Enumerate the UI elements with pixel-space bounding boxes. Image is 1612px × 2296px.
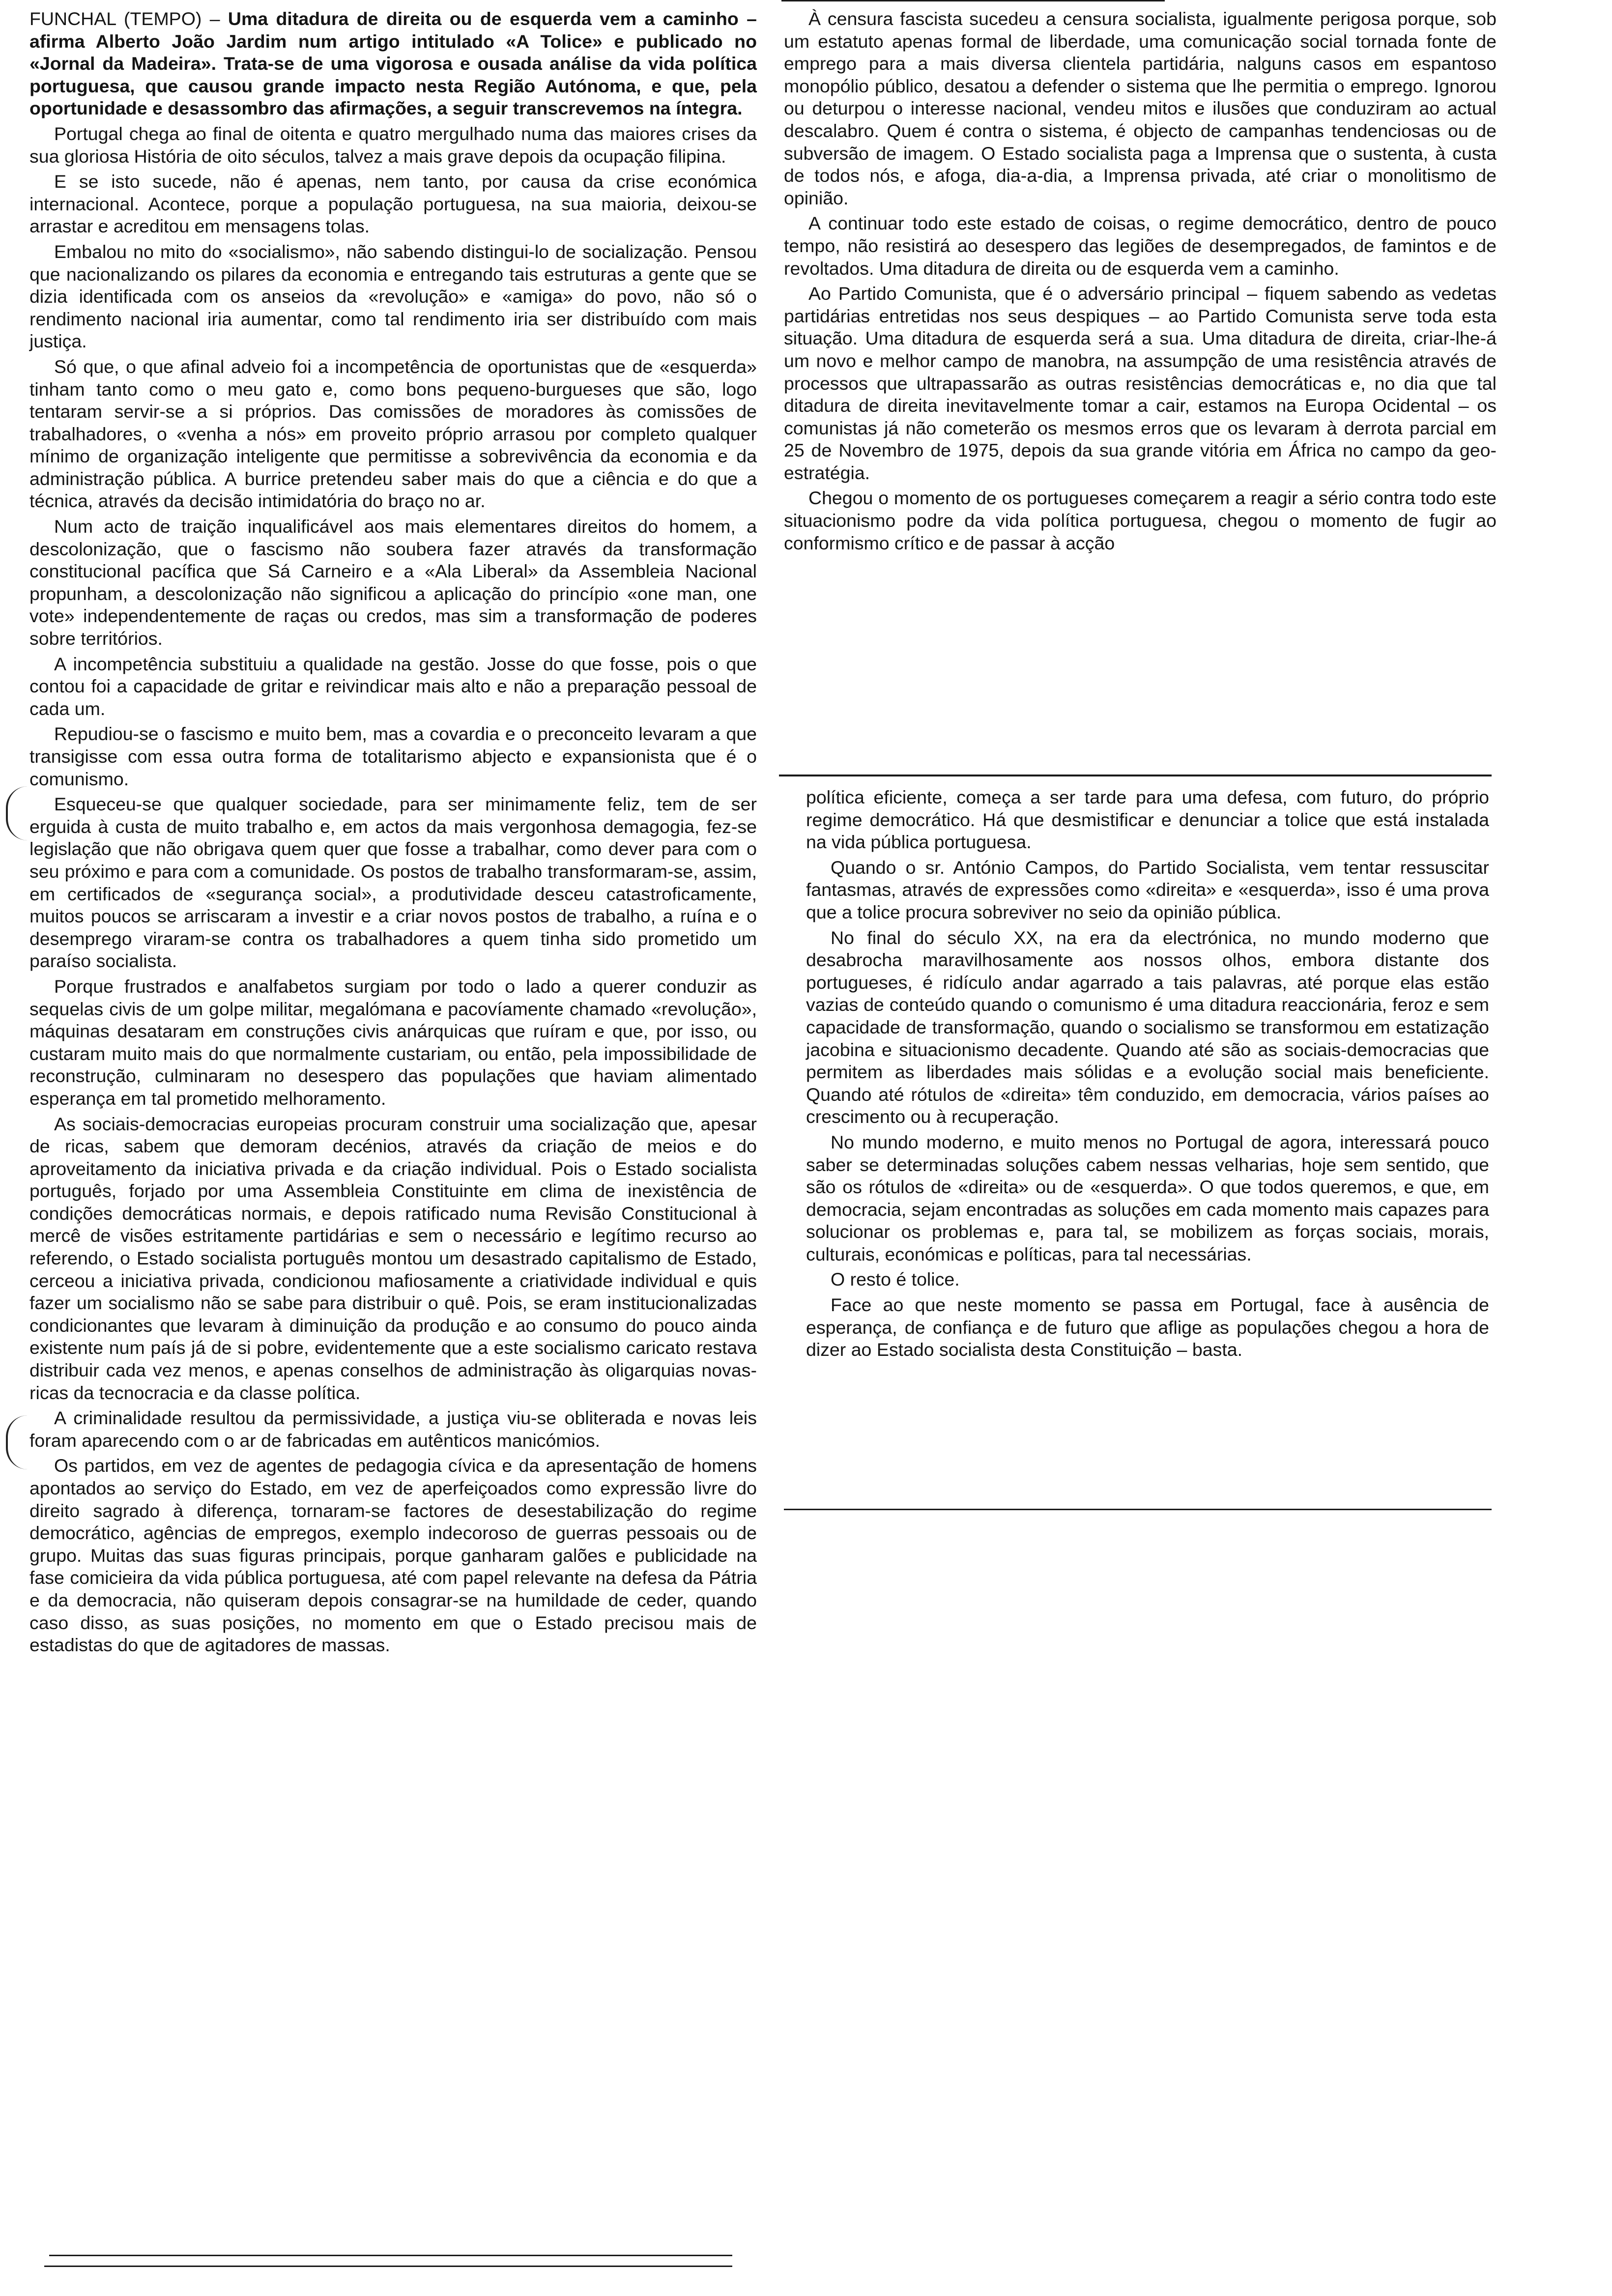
column-divider-rule bbox=[779, 775, 1492, 776]
top-column-rule bbox=[781, 0, 1165, 1]
paragraph: Os partidos, em vez de agentes de pedagogia cívica e da apresentação de homens apontados ao serviço do Estado, em vez de aperfeiçoados como expressão livre do direito sagrado à diferença, tornaram-se factores de desestabilização do regime democrático, agências de empregos, exemplo indecoroso de guerras pessoais ou de grupo. Muitas das suas figuras principais, porque ganharam galões e publicidade na fase comicieira da vida pública portuguesa, até com papel relevante na defesa da Pátria e da democracia, não quiseram depois consagrar-se na humildade de ceder, quando caso disso, as suas posições, no momento em que o Estado precisou mais de estadistas do que de agitadores de massas. bbox=[29, 1455, 757, 1656]
paragraph: À censura fascista sucedeu a censura socialista, igualmente perigosa porque, sob um estatuto apenas formal de liberdade, uma comunicação social tornada fonte de emprego para a mais diversa clientela partidária, nalguns casos em espantoso monopólio público, desatou a defender o sistema que lhe permitia o emprego. Ignorou ou deturpou o interesse nacional, vendeu mitos e ilusões que conduziram ao actual descalabro. Quem é contra o sistema, é objecto de campanhas tendenciosas ou de subversão de imagem. O Estado socialista paga a Imprensa que o sustenta, à custa de todos nós, e afoga, dia-a-dia, a Imprensa privada, até criar o monolitismo de opinião. bbox=[784, 8, 1497, 208]
paragraph: No mundo moderno, e muito menos no Portugal de agora, interessará pouco saber se determinadas soluções cabem nessas velharias, hoje sem sentido, que são os rótulos de «direita» ou de «esquerda». O que todos queremos, e que, em democracia, sejam encontradas as soluções em cada momento mais capazes para solucionar os problemas e, para tal, se mobilizem as forças sociais, morais, culturais, económicas e políticas, para tal necessárias. bbox=[806, 1131, 1489, 1264]
article-lead bbox=[29, 8, 757, 120]
paragraph: A criminalidade resultou da permissividade, a justiça viu-se obliterada e novas leis foram aparecendo com o ar de fabricadas em autênticos manicómios. bbox=[29, 1407, 757, 1451]
paragraph: No final do século XX, na era da electrónica, no mundo moderno que desabrocha maravilhosamente aos nossos olhos, embora distante dos portugueses, é ridículo andar agarrado a tais palavras, até porque elas estão vazias de conteúdo quando o comunismo é uma ditadura reaccionária, feroz e sem capacidade de transformação, quando o socialismo se transformou em estatização jacobina e situacionismo decadente. Quando até são as sociais-democracias que permitem as liberdades mais sólidas e a evolução social mais beneficiente. Quando até rótulos de «direita» têm conduzido, em democracia, vários países ao crescimento ou à recuperação. bbox=[806, 927, 1489, 1127]
margin-bracket-mark bbox=[6, 1415, 28, 1469]
paragraph: Quando o sr. António Campos, do Partido Socialista, vem tentar ressuscitar fantasmas, através de expressões como «direita» e «esquerda», isso é uma prova que a tolice procura sobreviver no seio da opinião pública. bbox=[806, 857, 1489, 922]
paragraph: Embalou no mito do «socialismo», não sabendo distingui-lo de socialização. Pensou que nacionalizando os pilares da economia e entregando tais estruturas a gente que se dizia identificada com os anseios da «revolução» e «amiga» do povo, não só o rendimento nacional iria aumentar, como tal rendimento iria ser distribuído com mais justiça. bbox=[29, 241, 757, 352]
paragraph: A incompetência substituiu a qualidade na gestão. Josse do que fosse, pois o que contou foi a capacidade de gritar e reivindicar mais alto e não a preparação pessoal de cada um. bbox=[29, 653, 757, 719]
paragraph: Portugal chega ao final de oitenta e quatro mergulhado numa das maiores crises da sua gloriosa História de oito séculos, talvez a mais grave depois da ocupação filipina. bbox=[29, 123, 757, 167]
paragraph: Repudiou-se o fascismo e muito bem, mas a covardia e o preconceito levaram a que transigisse com essa outra forma de totalitarismo abjecto e expansionista que é o comunismo. bbox=[29, 723, 757, 789]
paragraph: Face ao que neste momento se passa em Portugal, face à ausência de esperança, de confiança e de futuro que aflige as populações chegou a hora de dizer ao Estado socialista desta Constituição – basta. bbox=[806, 1294, 1489, 1360]
end-rule-right bbox=[784, 1509, 1492, 1510]
lead-text: Uma ditadura de direita ou de esquerda vem a caminho – afirma Alberto João Jardim num artigo intitulado «A Tolice» e publicado no «Jornal da Madeira». Trata-se de uma vigorosa e ousada análise da vida política portuguesa, que causou grande impacto nesta Região Autónoma, e que, pela oportunidade e desassombro das afirmações, a seguir transcrevemos na íntegra. bbox=[29, 8, 757, 119]
paragraph: O resto é tolice. bbox=[831, 1269, 960, 1290]
paragraph: As sociais-democracias europeias procuram construir uma socialização que, apesar de ricas, sabem que demoram decénios, através da criação de meios e do aproveitamento da iniciativa privada e da criação individual. Pois o Estado socialista português, forjado por uma Assembleia Constituinte em clima de inexistência de condições democráticas normais, e depois ratificado numa Revisão Constitucional à mercê de visões estritamente partidárias e sem o necessário e legítimo recurso ao referendo, o Estado socialista português montou um desastrado capitalismo de Estado, cerceou a iniciativa privada, condicionou mafiosamente a criatividade individual e quis fazer um socialismo não se sabe para distribuir o quê. Pois, se eram institucionalizadas condicionantes que levaram à diminuição da produção e ao consumo do pouco ainda existente num país já de si pobre, evidentemente que a este socialismo caricato restava distribuir cada vez menos, e apenas conselhos de administração às oligarquias novas-ricas da tecnocracia e da classe política. bbox=[29, 1113, 757, 1403]
margin-bracket-mark bbox=[6, 786, 28, 840]
article-column-right-bottom bbox=[806, 786, 1489, 1361]
paragraph: Só que, o que afinal adveio foi a incompetência de oportunistas que de «esquerda» tinham tanto como o meu gato e, como bons pequeno-burgueses que são, logo tentaram servir-se a si próprios. Das comissões de moradores às comissões de trabalhadores, o «venha a nós» em proveito próprio arrasou por completo qualquer mínimo de organização inteligente que permitisse a sobrevivência da economia e da administração pública. A burrice pretendeu saber mais do que a ciência e do que a técnica, através da decisão intimidatória do braço no ar. bbox=[29, 356, 757, 512]
paragraph: Chegou o momento de os portugueses começarem a reagir a sério contra todo este situacionismo podre da vida política portuguesa, chegou o momento de fugir ao conformismo crítico e de passar à acção bbox=[784, 488, 1497, 553]
paragraph: política eficiente, começa a ser tarde para uma defesa, com futuro, do próprio regime democrático. Há que desmistificar e denunciar a tolice que está instalada na vida pública portuguesa. bbox=[806, 787, 1489, 853]
paragraph: Esqueceu-se que qualquer sociedade, para ser minimamente feliz, tem de ser erguida à custa de muito trabalho e, em actos da mais vergonhosa demagogia, fez-se legislação que não obrigava quem quer que fosse a trabalhar, como dever para com o seu próximo e para com a comunidade. Os postos de trabalho transformaram-se, assim, em certificados de «segurança social», a produtividade desceu catastroficamente, muitos poucos se arriscaram a investir e a criar novos postos de trabalho, a ruína e o desemprego viraram-se contra os trabalhadores a quem tinha sido prometido um paraíso socialista. bbox=[29, 794, 757, 972]
paragraph: A continuar todo este estado de coisas, o regime democrático, dentro de pouco tempo, não resistirá ao desespero das legiões de desempregados, de famintos e de revoltados. Uma ditadura de direita ou de esquerda vem a caminho. bbox=[784, 213, 1497, 279]
article-dateline: FUNCHAL (TEMPO) – bbox=[29, 8, 220, 29]
article-column-right-top bbox=[784, 8, 1497, 554]
article-column-left bbox=[29, 8, 757, 1657]
end-rule-left-double bbox=[44, 2266, 732, 2267]
paragraph: Num acto de traição inqualificável aos mais elementares direitos do homem, a descolonização, que o fascismo não soubera fazer através da transformação constitucional pacífica que Sá Carneiro e a «Ala Liberal» da Assembleia Nacional propunham, a descolonização não significou a aplicação do princípio «one man, one vote» independentemente de raças ou credos, mas sim a transformação de poderes sobre territórios. bbox=[29, 516, 757, 649]
paragraph: E se isto sucede, não é apenas, nem tanto, por causa da crise económica internacional. Acontece, porque a população portuguesa, na sua maioria, deixou-se arrastar e acreditou em mensagens tolas. bbox=[29, 171, 757, 237]
paragraph: Porque frustrados e analfabetos surgiam por todo o lado a querer conduzir as sequelas civis de um golpe militar, megalómana e pacovíamente chamado «revolução», máquinas desataram em construções civis anárquicas que ruíram e que, por isso, ou custaram muito mais do que normalmente custariam, ou então, pela impossibilidade de reconstrução, culminaram no desespero das populações que haviam alimentado esperança em tal prometido melhoramento. bbox=[29, 976, 757, 1109]
paragraph: Ao Partido Comunista, que é o adversário principal – fiquem sabendo as vedetas partidárias entretidas nos seus despiques – ao Partido Comunista serve toda esta situação. Uma ditadura de esquerda será a sua. Uma ditadura de direita, criar-lhe-á um novo e melhor campo de manobra, na assumpção de uma resistência através de processos que ultrapassarão as outras resistências democráticas e, no dia que tal ditadura de direita inevitavelmente tomar a cair, estamos na Europa Ocidental – os comunistas já não cometerão os mesmos erros que os levaram à derrota parcial em 25 de Novembro de 1975, depois da sua grande vitória em África no campo da geo-estratégia. bbox=[784, 283, 1497, 483]
end-rule-left bbox=[49, 2255, 732, 2256]
